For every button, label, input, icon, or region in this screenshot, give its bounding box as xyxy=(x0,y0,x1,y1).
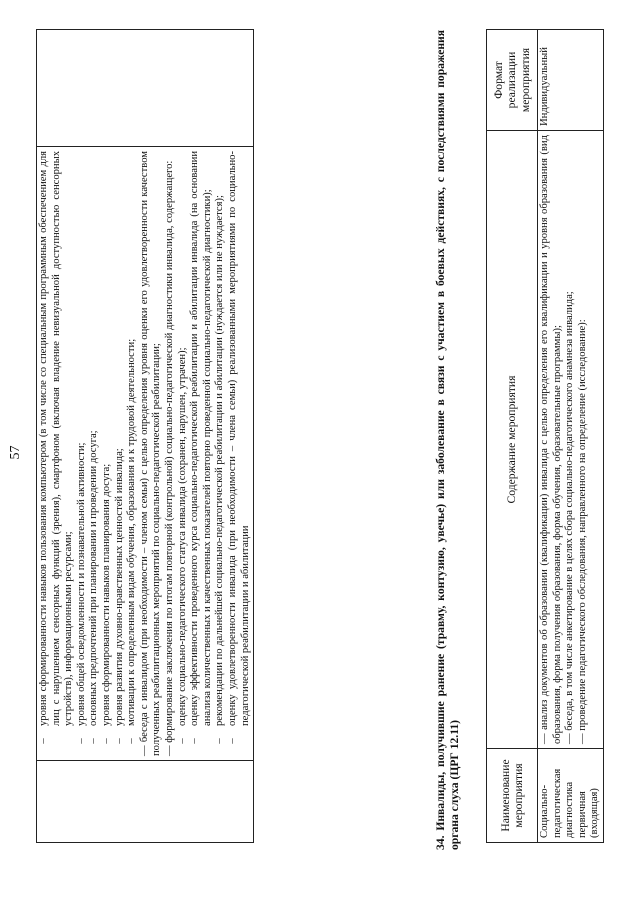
page-number: 57 xyxy=(8,445,23,460)
row-format: Индивидуальный xyxy=(538,30,604,131)
list-item-text: оценку удовлетворенности инвалида (при необходимости – члена семьи) реализованными мероприятиями по социально-педагогической реабилитации и абилитации xyxy=(226,151,251,726)
list-dash: – xyxy=(100,738,112,744)
paragraph-conclusion: — формирование заключения по итогам повторной (контрольной) социально-педагогической диагностики инвалида, содержащего: xyxy=(163,160,175,756)
upper-left-cell xyxy=(37,761,254,843)
list-item-text: уровня развития духовно-нравственных ценностей инвалида; xyxy=(113,448,125,726)
list-item-text: уровня сформированности навыков планирования досуга; xyxy=(100,463,112,726)
list-item-text: оценку эффективности проведенного курса социально-педагогической реабилитации и абилитации инвалида (на основании анализа количественных и качественных показателей повторно проведенной социально-педагогической диагностики); xyxy=(189,151,213,726)
list-item xyxy=(126,151,139,756)
list-dash: – xyxy=(189,738,201,744)
content-line: — анализ документов об образовании (квалификации) инвалида с целью определения его квалификации и уровня образования (вид образования, форма получения образования, форма обучения, образовательные программы); xyxy=(539,135,563,744)
row-name: Социально-педагогическая диагностика первичная (входящая) xyxy=(538,749,604,843)
header-name: Наименование мероприятия xyxy=(487,749,538,843)
row-content xyxy=(538,131,604,749)
list-item-text: оценку социально-педагогического статуса инвалида (сохранен, нарушен, утрачен); xyxy=(176,347,188,726)
list-item xyxy=(177,151,190,756)
list-dash: – xyxy=(214,738,226,744)
lower-table xyxy=(486,29,604,843)
content-line: — беседа, в том числе анкетирование в целях сбора социально-педагогического анамнеза инвалида; xyxy=(564,291,576,744)
list-item xyxy=(189,151,214,756)
header-format: Формат реализации мероприятия xyxy=(487,30,538,131)
list-dash: – xyxy=(176,738,188,744)
list-dash: – xyxy=(226,738,238,744)
list-item xyxy=(101,151,114,756)
upper-content-cell xyxy=(37,147,254,761)
content-line: — проведение педагогического обследования, направленного на определение (исследование): xyxy=(576,319,588,744)
list-dash: – xyxy=(126,738,138,744)
list-item xyxy=(227,151,252,756)
list-item xyxy=(214,151,227,756)
list-dash: – xyxy=(113,738,125,744)
paragraph-interview: — беседа с инвалидом (при необходимости – членом семьи) с целью определения уровня оценки его удовлетворенности качеством полученных реабилитационных мероприятий по социально-педагогической реабилитации; xyxy=(138,151,163,756)
list-dash: – xyxy=(75,738,87,744)
list-item xyxy=(88,151,101,756)
section-heading: 34. Инвалиды, получившие ранение (травму, контузию, увечье) или заболевание в связи с участием в боевых действиях, с последствиями поражения органа слуха (ЦРГ 12.11) xyxy=(434,30,461,850)
list-item-text: уровня сформированности навыков пользования компьютером (в том числе со специальным программным обеспечением для лиц с нарушением сенсорных функций (зрения), смартфоном (включая владение невизуальной доступностью сенсорных устройств), информационными ресурсами; xyxy=(38,151,75,726)
table-row xyxy=(538,30,604,843)
list-item xyxy=(114,151,127,756)
list-item-text: мотивации к определенным видам обучения, образования и к трудовой деятельности; xyxy=(126,338,138,726)
upper-right-cell xyxy=(37,30,254,147)
list-dash: – xyxy=(88,738,100,744)
list-item-text: основных предпочтений при планировании и проведении досуга; xyxy=(88,430,100,726)
list-item xyxy=(76,151,89,756)
list-item xyxy=(38,151,76,756)
upper-table xyxy=(36,29,254,843)
list-item-text: уровня общей осведомленности и познавательной активности; xyxy=(75,442,87,726)
header-content: Содержание мероприятия xyxy=(487,131,538,749)
header-row xyxy=(487,30,538,843)
list-dash: – xyxy=(38,738,49,744)
list-item-text: рекомендации по дальнейшей социально-педагогической реабилитации и абилитации (нуждается или не нуждается); xyxy=(214,195,226,726)
